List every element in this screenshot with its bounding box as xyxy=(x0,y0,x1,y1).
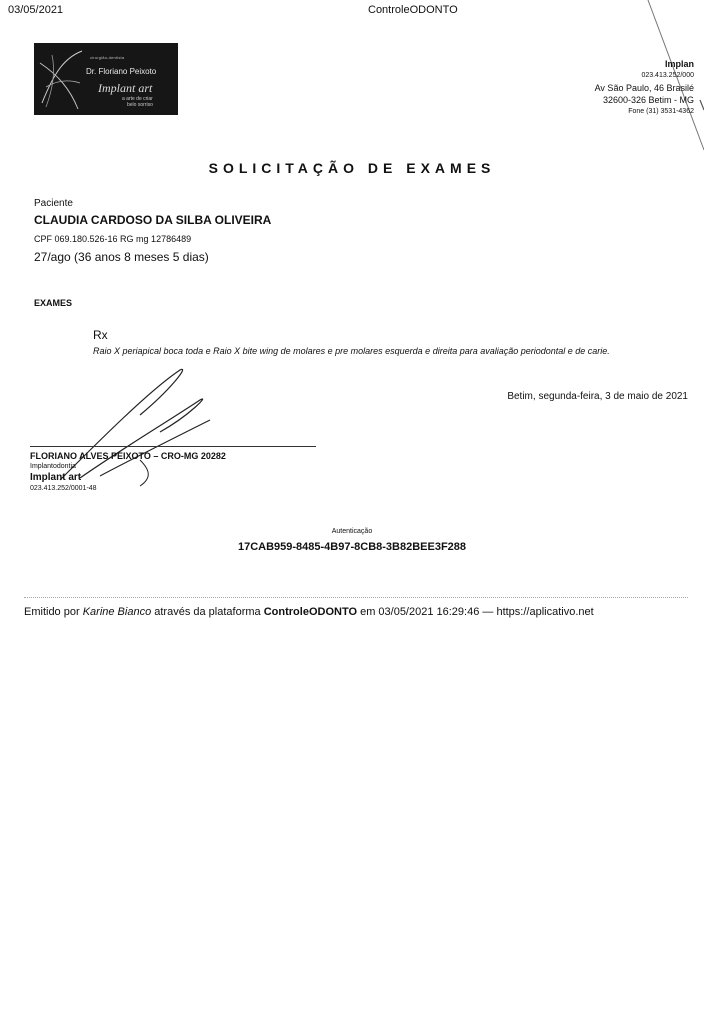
clinic-phone: Fone (31) 3531-4362 xyxy=(628,108,694,115)
logo-doctor: Dr. Floriano Peixoto xyxy=(86,67,157,76)
doctor-name: FLORIANO ALVES PEIXOTO – CRO-MG 20282 xyxy=(30,451,226,461)
footer xyxy=(24,606,594,618)
handwritten-signature xyxy=(40,360,240,490)
logo-small-text: cirurgião-dentista xyxy=(90,55,125,60)
footer-divider xyxy=(24,597,688,598)
document-title: SOLICITAÇÃO DE EXAMES xyxy=(208,160,496,176)
logo-tagline-2: belo sorriso xyxy=(127,102,153,108)
app-name: ControleODONTO xyxy=(368,4,458,16)
doctor-specialty: Implantodontia xyxy=(30,463,76,470)
place-date: Betim, segunda-feira, 3 de maio de 2021 xyxy=(507,391,688,402)
authentication-code: 17CAB959-8485-4B97-8CB8-3B82BEE3F288 xyxy=(237,541,467,553)
logo-tagline-1: a arte de criar xyxy=(122,96,153,102)
clinic-city: 32600-326 Betim - MG xyxy=(602,95,694,105)
clinic-address: Av São Paulo, 46 Brasilé xyxy=(594,83,694,93)
doctor-cnpj: 023.413.252/0001-48 xyxy=(30,485,97,492)
footer-middle: através da plataforma xyxy=(151,606,264,618)
patient-docs: CPF 069.180.526-16 RG mg 12786489 xyxy=(34,234,192,244)
exam-rx: Rx xyxy=(93,328,108,342)
clinic-name: Implan xyxy=(664,59,694,69)
footer-user: Karine Bianco xyxy=(82,606,152,618)
patient-name: CLAUDIA CARDOSO DA SILBA OLIVEIRA xyxy=(34,213,272,227)
clinic-info xyxy=(554,58,694,118)
logo-swirl-icon xyxy=(34,43,178,115)
print-date: 03/05/2021 xyxy=(8,4,64,16)
exam-description: Raio X periapical boca toda e Raio X bite wing de molares e pre molares esquerda e direita para avaliação periodontal e de carie. xyxy=(93,346,610,356)
exams-label: EXAMES xyxy=(34,298,73,308)
doctor-brand: Implant art xyxy=(30,472,82,483)
footer-suffix: em 03/05/2021 16:29:46 — https://aplicativo.net xyxy=(357,606,594,618)
logo-tagline xyxy=(122,96,153,108)
logo-brand: Implant art xyxy=(98,81,153,95)
clinic-logo xyxy=(34,43,178,115)
authentication-label: Autenticação xyxy=(331,528,373,535)
signature-line xyxy=(30,446,316,447)
footer-platform: ControleODONTO xyxy=(263,606,358,618)
footer-prefix: Emitido por xyxy=(24,606,83,618)
clinic-cnpj: 023.413.252/000 xyxy=(641,72,694,79)
patient-age: 27/ago (36 anos 8 meses 5 dias) xyxy=(34,250,209,264)
patient-label: Paciente xyxy=(34,198,73,209)
